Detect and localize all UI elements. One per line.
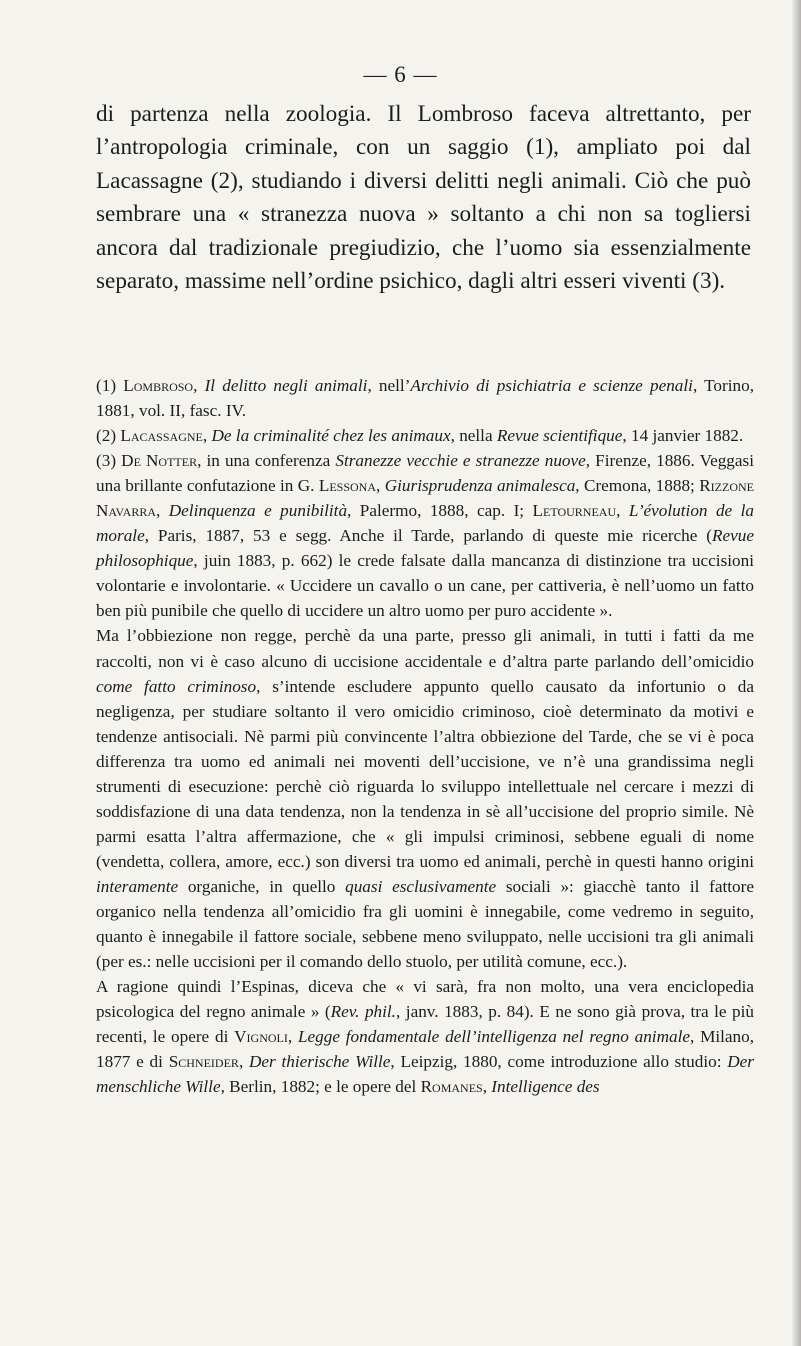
work-title: L’évolution de la morale bbox=[96, 501, 755, 546]
note-text: , 14 janvier 1882. bbox=[622, 426, 744, 446]
author-name: Lombroso bbox=[123, 376, 194, 395]
note-text: , bbox=[482, 1077, 492, 1097]
note-text: A ragione quindi l’Espinas, diceva che « vi sarà, fra non molto, una vera enciclopedia psicologica del regno animale » ( bbox=[96, 977, 754, 1022]
work-title: Der menschliche Wille bbox=[96, 1052, 754, 1097]
page-edge-shadow bbox=[791, 0, 801, 1346]
note-text: , Paris, 1887, 53 e segg. Anche il Tarde, parlando di queste mie ricerche ( bbox=[144, 526, 713, 546]
page-number: — 6 — bbox=[363, 62, 438, 87]
note-text: , Torino, 1881, vol. II, fasc. IV. bbox=[96, 376, 754, 421]
footnote-3-paragraph-2 bbox=[96, 623, 754, 974]
note-text: , bbox=[287, 1027, 298, 1047]
note-text: , Berlin, 1882; e le opere del bbox=[220, 1077, 421, 1097]
author-name: Vignoli bbox=[234, 1027, 288, 1047]
footnote-1 bbox=[96, 373, 754, 423]
emphasis: come fatto criminoso bbox=[96, 676, 257, 696]
note-text: , janv. 1883, p. 84). E ne sono già prova, tra le più recenti, le opere di bbox=[96, 1002, 755, 1047]
work-title: Giurisprudenza animalesca bbox=[384, 476, 576, 496]
work-title: Intelligence des bbox=[491, 1077, 600, 1097]
note-text: (1) bbox=[96, 376, 124, 395]
note-text: , s’intende escludere appunto quello causato da infortunio o da negligenza, per studiare soltanto il vero omicidio criminoso, cioè determinato da motivi e tendenze antisociali. Nè parmi più convincente l’altra obbiezione del Tarde, che se vi è poca differenza tra uomo ed animali nei moventi dell’uccisione, ve n’è una grandissima negli strumenti di esecuzione: perchè ciò riguarda lo sviluppo intellettuale nel cercare i mezzi di soddisfazione di una data tendenza, non la tendenza in sè all’uccisione del proprio simile. Nè parmi esatta l’altra affermazione, che « gli impulsi criminosi, sebbene eguali di nome (vendetta, collera, amore, ecc.) son diversi tra uomo ed animali, perchè in questi hanno origini bbox=[96, 676, 755, 871]
author-name: Lacassagne bbox=[120, 426, 203, 446]
work-title: Il delitto negli animali bbox=[204, 376, 368, 395]
note-text: , Cremona, 1888; bbox=[575, 476, 700, 496]
work-title: Legge fondamentale dell’intelligenza nel regno animale bbox=[297, 1027, 690, 1047]
note-text: , bbox=[376, 476, 385, 496]
note-text: , nella bbox=[450, 426, 497, 446]
author-name: Schneider bbox=[168, 1052, 239, 1072]
author-name: Rizzone Navarra bbox=[96, 476, 754, 521]
journal-title: Archivio di psichiatria e scienze penali bbox=[410, 376, 693, 395]
note-text: (2) bbox=[96, 426, 121, 446]
author-name: De Notter bbox=[121, 451, 198, 471]
note-text: , Firenze, 1886. Veggasi una brillante confutazione in G. bbox=[96, 451, 754, 496]
note-text: , in una conferenza bbox=[197, 451, 336, 471]
work-title: Der thierische Wille bbox=[249, 1052, 391, 1072]
note-text: , bbox=[193, 376, 205, 395]
work-title: Delinquenza e punibilità bbox=[168, 501, 348, 521]
journal-title: Rev. phil. bbox=[330, 1002, 396, 1022]
emphasis: interamente bbox=[96, 876, 179, 896]
note-text: sociali »: giacchè tanto il fattore organico nella tendenza all’omicidio fra gli uomini è innegabile, come vedremo in seguito, quanto è innegabile il fattore sociale, sebbene meno sviluppato, nelle uccisioni tra gli animali (per es.: nelle uccisioni per il comando dello stuolo, per utilità comune, ecc.). bbox=[96, 876, 754, 972]
note-text: , juin 1883, p. 662) le crede falsate dalla mancanza di distinzione tra uccisioni volontarie e involontarie. « Uccidere un cavallo o un cane, per cattiveria, è nell’uomo un fatto ben più punibile che quello di uccidere un altro uomo per puro accidente ». bbox=[96, 551, 754, 621]
work-title: Stranezze vecchie e stranezze nuove bbox=[335, 451, 586, 471]
author-name: Romanes bbox=[420, 1077, 483, 1097]
note-text: , nell’ bbox=[367, 376, 411, 395]
author-name: Letourneau bbox=[532, 501, 617, 521]
note-text: , Leipzig, 1880, come introduzione allo studio: bbox=[390, 1052, 728, 1072]
footnote-3 bbox=[96, 448, 754, 623]
author-name: Lessona bbox=[318, 476, 377, 496]
note-text: , bbox=[156, 501, 169, 521]
work-title: De la criminalité chez les animaux bbox=[211, 426, 451, 446]
emphasis: quasi esclusivamente bbox=[345, 876, 497, 896]
main-paragraph: di partenza nella zoologia. Il Lombroso faceva altrettanto, per l’antropologia criminale, con un saggio (1), ampliato poi dal Lacassagne (2), studiando i diversi delitti negli animali. Ciò che può sembrare una « stranezza nuova » soltanto a chi non sa togliersi ancora dal tradizionale pregiudizio, che l’uomo sia essenzialmente separato, massime nell’ordine psichico, dagli altri esseri viventi (3). bbox=[96, 101, 751, 295]
note-text: Ma l’obbiezione non regge, perchè da una parte, presso gli animali, in tutti i fatti da me raccolti, non vi è caso alcuno di uccisione accidentale e d’altra parte parlando dell’omicidio bbox=[96, 626, 754, 671]
footnote-2 bbox=[96, 423, 754, 448]
note-text: , bbox=[616, 501, 629, 521]
footnotes bbox=[96, 373, 754, 1099]
note-text: , bbox=[238, 1052, 250, 1072]
note-text: , bbox=[202, 426, 212, 446]
note-text: (3) bbox=[96, 451, 122, 471]
note-text: , Palermo, 1888, cap. I; bbox=[347, 501, 533, 521]
journal-title: Revue philosophique bbox=[96, 526, 754, 571]
note-text: organiche, in quello bbox=[178, 876, 346, 896]
footnote-3-paragraph-3 bbox=[96, 974, 754, 1099]
journal-title: Revue scientifique bbox=[496, 426, 623, 446]
note-text: , Milano, 1877 e di bbox=[96, 1027, 755, 1072]
